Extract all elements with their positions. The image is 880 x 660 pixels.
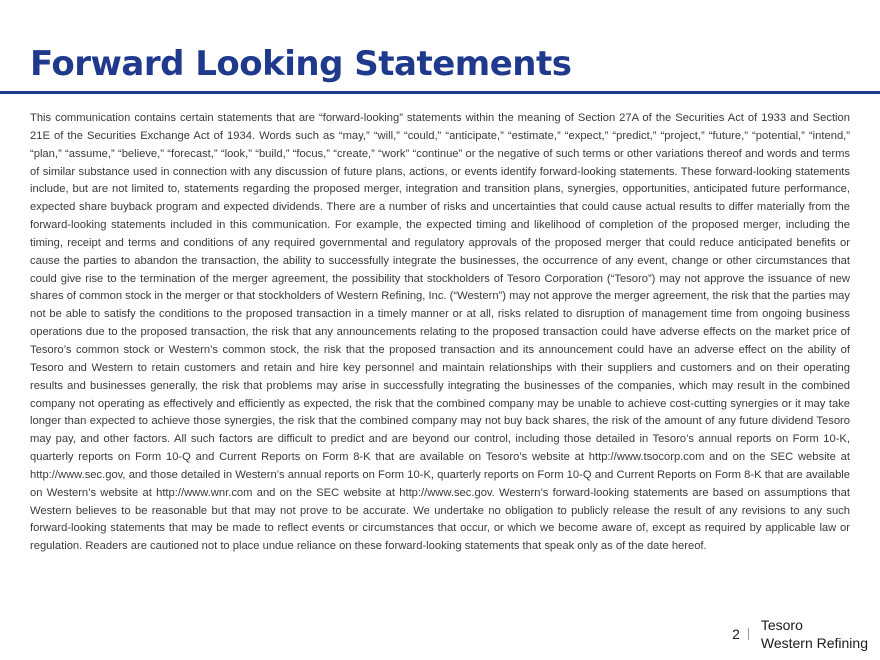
logo-line-tesoro: Tesoro <box>760 617 803 633</box>
slide-title: Forward Looking Statements <box>30 44 572 84</box>
title-divider <box>0 91 880 94</box>
forward-looking-statement-body: This communication contains certain statements that are “forward-looking” statements within the meaning of Section 27A of the Securities Act of 1933 and Section 21E of the Securities Exchange Act of 1934. Words such as “may,” “will,” “could,” “anticipate,” “estimate,” “expect,” “predict,” “project,” “future,” “potential,” “intend,” “plan,” “assume,” “believe,” “forecast,” “look,” “build,” “focus,” “create,” “work” “continue” or the negative of such terms or other variations thereof and words and terms of similar substance used in connection with any discussion of future plans, actions, or events identify forward-looking statements. These forward-looking statements include, but are not limited to, statements regarding the proposed merger, integration and transition plans, synergies, opportunities, anticipated future performance, expected share buyback program and expected dividends. There are a number of risks and uncertainties that could cause actual results to differ materially from the forward-looking statements included in this communication. For example, the expected timing and likelihood of completion of the proposed merger, including the timing, receipt and terms and conditions of any required governmental and regulatory approvals of the proposed merger that could reduce anticipated benefits or cause the parties to abandon the transaction, the ability to successfully integrate the businesses, the occurrence of any event, change or other circumstances that could give rise to the termination of the merger agreement, the possibility that stockholders of Tesoro Corporation (“Tesoro”) may not approve the issuance of new shares of common stock in the merger or that stockholders of Western Refining, Inc. (“Western”) may not approve the merger agreement, the risk that the parties may not be able to satisfy the conditions to the proposed transaction in a timely manner or at all, risks related to disruption of management time from ongoing business operations due to the proposed transaction, the risk that any announcements relating to the proposed transaction could have adverse effects on the market price of Tesoro’s common stock or Western’s common stock, the risk that the proposed transaction and its announcement could have an adverse effect on the ability of Tesoro and Western to retain customers and retain and hire key personnel and maintain relationships with their suppliers and customers and on their operating results and businesses generally, the risk that problems may arise in successfully integrating the businesses of the companies, which may result in the combined company not operating as effectively and efficiently as expected, the risk that the combined company may be unable to achieve cost-cutting synergies or it may take longer than expected to achieve those synergies, the risk that the combined company may not buy back shares, the risk of the amount of any future dividend Tesoro may pay, and other factors. All such factors are difficult to predict and are beyond our control, including those detailed in Tesoro’s annual reports on Form 10-K, quarterly reports on Form 10-Q and Current Reports on Form 8-K that are available on Tesoro’s website at http://www.tsocorp.com and on the SEC website at http://www.sec.gov, and those detailed in Western’s annual reports on Form 10-K, quarterly reports on Form 10-Q and Current Reports on Form 8-K that are available on Western’s website at http://www.wnr.com and on the SEC website at http://www.sec.gov. Western’s forward-looking statements are based on assumptions that Western believes to be reasonable but that may not prove to be accurate. We undertake no obligation to publicly release the result of any revisions to any such forward-looking statements that may be made to reflect events or circumstances that occur, or which we become aware of, except as required by applicable law or regulation. Readers are cautioned not to place undue reliance on these forward-looking statements that speak only as of the date hereof. <box>30 112 850 553</box>
company-logo <box>761 616 868 652</box>
slide-footer <box>732 614 868 654</box>
page-number: 2 <box>732 626 740 642</box>
footer-divider <box>748 628 749 640</box>
logo-line-western-refining: Western Refining <box>760 635 868 651</box>
